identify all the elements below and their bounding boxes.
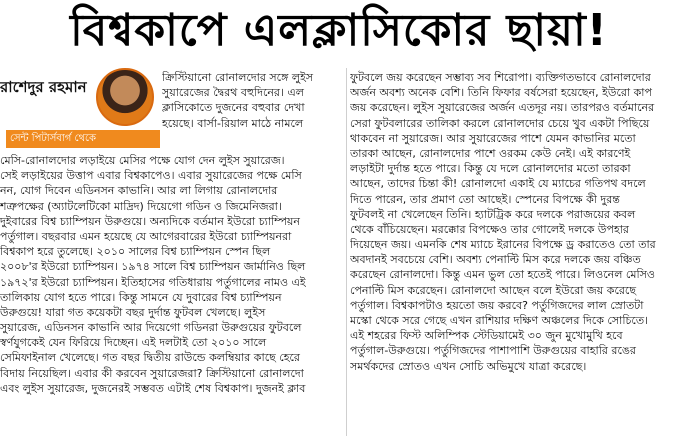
text-line: পর্তুগাল-উরুগুয়ে। পর্তুগিজদের পাশাপাশি উরুগুয়ের বাহারি রঙের bbox=[350, 344, 636, 358]
article-column-right bbox=[350, 70, 676, 374]
text-line: হয়েছে। বার্সা-রিয়াল মাঠে নামলে bbox=[162, 116, 304, 130]
text-line: এই শহরের ফিস্ট অলিম্পিক স্টেডিয়ামেই ৩০ জুন মুখোমুখি হবে bbox=[350, 329, 623, 343]
dateline: সেন্ট পিটার্সবার্গ থেকে bbox=[6, 130, 160, 148]
headline: বিশ্বকাপে এলক্লাসিকোর ছায়া! bbox=[70, 5, 608, 56]
text-line: বিশ্বকাপ হরে তুলেছে। ২০১০ সালের বিশ্ব চ্যাম্পিয়ন স্পেন ছিল bbox=[0, 245, 271, 259]
text-line: শত্রুপক্ষের (অ্যাটলেটিকো মাদ্রিদ) দিয়েগো গডিন ও জিমেনিজরা। bbox=[0, 199, 282, 213]
text-line: দুইবারের বিশ্ব চ্যাম্পিয়ন উরুগুয়ে। অন্যদিকে বর্তমান ইউরো চ্যাম্পিয়ন bbox=[0, 214, 300, 228]
text-line: দিয়েছেন জয়। এমনকি শেষ ম্যাচে ইরানের বিপক্ষে ড্র করাতেও তো তার bbox=[350, 238, 656, 252]
text-line: বিদায় নিয়েছিল। এবার কী করবেন সুয়ারেজরা? ক্রিস্টিয়ানো রোনালদো bbox=[0, 366, 304, 380]
text-line: পর্তুগাল। বিশ্বকাপটাও হয়তো জয় করবে? পর্তুগিজদের লাল স্রোতটা bbox=[350, 298, 644, 312]
article-column-left bbox=[0, 153, 344, 396]
text-line: জয় করেছেন। লুইস সুয়ারেজের অর্জন এতদূর নয়। তারপরও বর্তমানের bbox=[350, 101, 655, 115]
text-line: পর্তুগাল। বছরবার এমন হয়েছে যে আগেরবারের ইউরো চ্যাম্পিয়নরা bbox=[0, 229, 292, 243]
text-line: তারকা আছেন, রোনালদোর পাশে ওরকম কেউ নেই। এই কারণেই bbox=[350, 146, 631, 160]
text-line: ক্রিস্টিয়ানো রোনালদোর সঙ্গে লুইস bbox=[162, 71, 314, 84]
text-line: ক্লাসিকোতে দুজনের বহুবার দেখা bbox=[162, 101, 305, 115]
text-line: স্বর্ণযুগকেই যেন ফিরিয়ে দিচ্ছেন। এই দলটাই তো ২০১০ সালে bbox=[0, 336, 267, 350]
text-line: আছেন, তাদের চিন্তা কী! রোনালদো একাই যে ম্যাচের গতিপথ বদলে bbox=[350, 177, 646, 191]
text-line: ১৯৭২'র ইউরো চ্যাম্পিয়ন। ইতিহাসের গতিধারায় পর্তুগালের নামও এই bbox=[0, 275, 306, 289]
text-line: ফুটবলই না খেলেছেন তিনি। হ্যাটট্রিক করে দলকে পরাজয়ের কবল bbox=[350, 207, 636, 221]
text-line: অর্জন অবশ্য অনেক বেশি। তিনি ফিফার বর্ষসেরা হয়েছেন, ইউরো কাপ bbox=[350, 86, 652, 100]
text-line: করেছেন রোনালদো। কিন্তু এমন ভুল তো হতেই পারে। লিওনেল মেসিও bbox=[350, 268, 655, 282]
text-line: নন, যোগ দিবেন এডিনসন কাভানি। আর লা লিগায় রোনালদোর bbox=[0, 184, 278, 198]
text-line: মেসি-রোনালদোর লড়াইয়ে মেসির পক্ষে যোগ দেন লুইস সুয়ারেজ। bbox=[0, 154, 285, 167]
text-line: সুয়ারেজের দ্বৈরথ বহুদিনের। এল bbox=[162, 86, 304, 100]
text-line: থেকে বাঁচিয়েছেন। মরক্কোর বিপক্ষেও তার গোলেই দলকে উপহার bbox=[350, 222, 629, 236]
text-line: লড়াইটা দুর্দান্ত হতে পারে। কিন্তু যে দলে রোনালদোর মতো তারকা bbox=[350, 162, 631, 176]
author-photo bbox=[96, 68, 154, 126]
column-divider bbox=[346, 68, 347, 436]
text-line: সেরা ফুটবলারের তালিকা করলে রোনালদোর চেয়ে খুব একটা পিছিয়ে bbox=[350, 116, 650, 130]
byline bbox=[0, 68, 160, 158]
text-line: সুয়ারেজ, এডিনসন কাভানি আর দিয়েগো গডিনরা উরুগুয়ের ফুটবলে bbox=[0, 321, 302, 335]
text-line: উরুগুয়ে! যারা গত কয়েকটা বছর দুর্দান্ত ফুটবল খেলছে। লুইস bbox=[0, 305, 266, 319]
text-line: তালিকায় যোগ হতে পারে। কিন্তু সামনে যে দুবারের বিশ্ব চ্যাম্পিয়ন bbox=[0, 290, 282, 304]
text-line: পেনাল্টি মিস করেছেন। রোনালদো আছেন বলে ইউরো জয় করেছে bbox=[350, 283, 636, 297]
text-line: দিতে পারেন, তার প্রমাণ তো আছেই। স্পেনের বিপক্ষে কী দুরন্ত bbox=[350, 192, 620, 206]
text-line: অবদানই সবচেয়ে বেশি। অবশ্য পেনাল্টি মিস করে দলকে জয় বঞ্চিত bbox=[350, 253, 641, 267]
text-line: সমর্থকদের স্রোতও এখন সোচি অভিমুখে যাত্রা করেছে। bbox=[350, 359, 587, 373]
article-column-left-top bbox=[162, 70, 344, 131]
author-name: রাশেদুর রহমান bbox=[0, 78, 87, 96]
text-line: থাকবেন না সুয়ারেজ। আর সুয়ারেজের পাশে যেমন কাভানির মতো bbox=[350, 131, 636, 145]
text-line: এবং লুইস সুয়ারেজ, দুজনেরই সম্ভবত এটাই শেষ বিশ্বকাপ। দুজনই ক্লাব bbox=[0, 381, 306, 395]
text-line: সেই লড়াইয়ের উত্তাপ এবার বিশ্বকাপেও। এবার সুয়ারেজের পক্ষে মেসি bbox=[0, 169, 302, 183]
text-line: মস্কো থেকে সরে গেছে এখন রাশিয়ার দক্ষিণ অঞ্চলের দিকে সোচিতে। bbox=[350, 314, 649, 327]
text-line: সেমিফাইনাল খেলেছে। গত বছর দ্বিতীয় রাউন্ডে কলম্বিয়ার কাছে হেরে bbox=[0, 351, 300, 365]
text-line: ফুটবলে জয় করেছেন সম্ভাব্য সব শিরোপা। ব্যক্তিগতভাবে রোনালদোর bbox=[350, 71, 651, 84]
text-line: ২০০৮'র ইউরো চ্যাম্পিয়ন। ১৯৭৪ সালে বিশ্ব চ্যাম্পিয়ন জার্মানিও ছিল bbox=[0, 260, 306, 274]
